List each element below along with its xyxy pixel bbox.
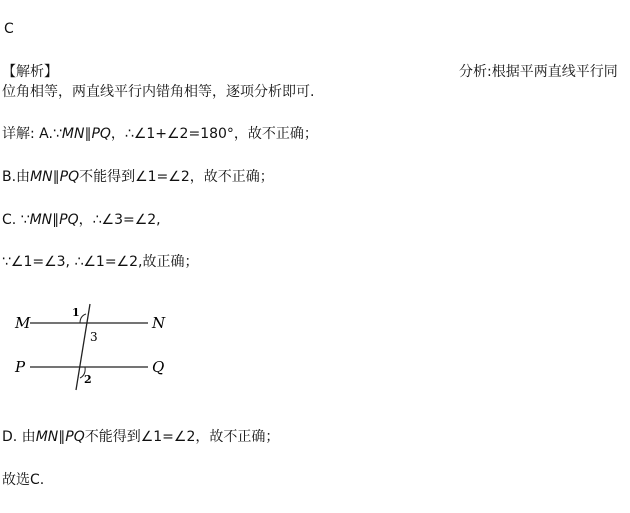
detail-option-c xyxy=(2,211,161,229)
analysis-text-1: 分析:根据平两直线平行同 xyxy=(459,64,618,80)
line-mn: MN xyxy=(29,212,53,228)
option-b-rest: 不能得到∠1=∠2，故不正确； xyxy=(79,169,274,185)
label-p: P xyxy=(15,358,26,376)
option-d-rest: 不能得到∠1=∠2，故不正确； xyxy=(84,429,280,445)
detail-option-a xyxy=(2,125,318,143)
answer-letter: C xyxy=(4,21,14,37)
option-b-prefix: B.由 xyxy=(2,169,31,185)
angle-label-2: 2 xyxy=(84,373,92,386)
analysis-text-2: 位角相等，两直线平行内错角相等，逐项分析即可. xyxy=(2,84,315,100)
option-d-prefix: D. 由 xyxy=(2,429,36,445)
conclusion xyxy=(2,471,44,489)
option-c-reason: ∵∠1=∠3, ∴∠1=∠2, xyxy=(2,254,143,270)
conclusion-prefix: 故选 xyxy=(2,472,30,488)
since-symbol: ∵ xyxy=(52,126,62,142)
option-a-rest: ，∴∠1+∠2=180°，故不正确； xyxy=(110,126,318,142)
line-mn: MN xyxy=(61,126,85,142)
detail-prefix: 详解: A. xyxy=(2,126,53,142)
option-c-rest: ，∴∠3=∠2, xyxy=(78,212,161,228)
parallel-symbol: ∥ xyxy=(58,429,66,445)
angle-label-3: 3 xyxy=(90,330,98,344)
parallel-symbol: ∥ xyxy=(52,212,60,228)
line-mn: MN xyxy=(30,169,53,185)
angle-1-arc xyxy=(80,314,86,323)
parallel-symbol: ∥ xyxy=(84,126,92,142)
label-n: N xyxy=(152,314,166,332)
option-c-verdict: 故正确； xyxy=(142,254,199,270)
angle-label-1: 1 xyxy=(72,306,80,319)
detail-option-c-line-2 xyxy=(2,253,198,271)
analysis-label: 【解析】 xyxy=(2,64,58,80)
parallel-symbol: ∥ xyxy=(52,169,60,185)
line-pq: PQ xyxy=(59,212,79,228)
line-mn: MN xyxy=(35,429,59,445)
label-q: Q xyxy=(152,358,165,376)
conclusion-answer: C. xyxy=(30,472,45,488)
line-pq: PQ xyxy=(65,429,85,445)
label-m: M xyxy=(15,314,31,332)
option-c-prefix: C. ∵ xyxy=(2,212,30,228)
detail-option-b xyxy=(2,168,274,186)
line-pq: PQ xyxy=(91,126,111,142)
parallel-lines-figure xyxy=(12,298,182,398)
detail-option-d xyxy=(2,428,279,446)
line-pq: PQ xyxy=(59,169,80,185)
